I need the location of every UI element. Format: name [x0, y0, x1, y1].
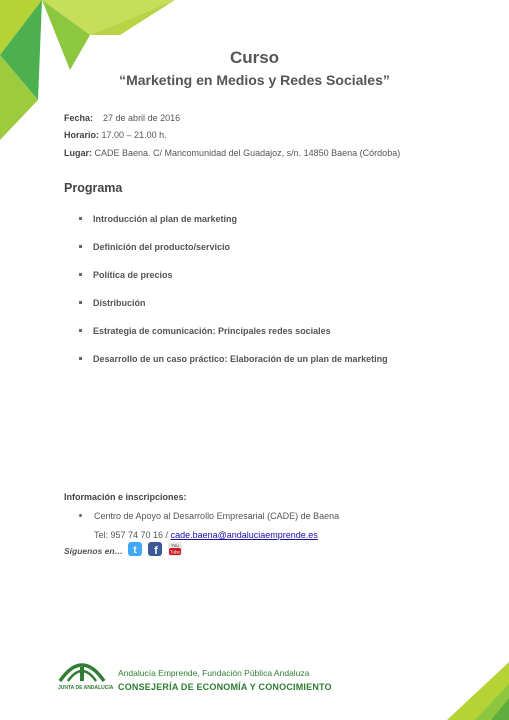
footer-foundation: Andalucía Emprende, Fundación Pública Andaluza: [118, 668, 310, 678]
course-title: “Marketing en Medios y Redes Sociales”: [119, 72, 390, 88]
follow-us-label: Síguenos en…: [64, 546, 124, 556]
program-item: Estrategia de comunicación: Principales redes sociales: [79, 326, 331, 336]
youtube-icon[interactable]: [168, 542, 182, 556]
date-label: Fecha:: [64, 113, 94, 123]
logo-caption: JUNTA DE ANDALUCIA: [58, 685, 114, 691]
decorative-triangles-bottom: [447, 662, 509, 720]
program-item: Introducción al plan de marketing: [79, 214, 237, 224]
svg-text:t: t: [133, 545, 137, 556]
time-label: Horario:: [64, 130, 100, 140]
facebook-icon[interactable]: [148, 542, 162, 556]
twitter-icon[interactable]: [128, 542, 142, 556]
bullet-icon: [79, 514, 82, 517]
bullet-icon: [79, 245, 82, 248]
course-label: Curso: [229, 48, 280, 67]
junta-andalucia-logo: [56, 655, 108, 685]
bullet-icon: [79, 329, 82, 332]
date-line: [64, 113, 180, 123]
footer-ministry: CONSEJERÍA DE ECONOMÍA Y CONOCIMIENTO: [118, 682, 332, 692]
date-value: 27 de abril de 2016: [103, 113, 181, 123]
program-item: Distribución: [79, 298, 146, 308]
svg-text:Tube: Tube: [169, 549, 181, 555]
contact-phone-email: [94, 530, 318, 540]
program-item: Desarrollo de un caso práctico: Elaboración de un plan de marketing: [79, 354, 388, 364]
phone-text: Tel: 957 74 70 16 /: [94, 530, 171, 540]
bullet-icon: [79, 273, 82, 276]
program-item: Definición del producto/servicio: [79, 242, 230, 252]
place-value: CADE Baena. C/ Mancomunidad del Guadajoz, s/n. 14850 Baena (Córdoba): [94, 148, 401, 158]
program-heading: Programa: [64, 181, 123, 195]
bullet-icon: [79, 217, 82, 220]
email-link[interactable]: cade.baena@andaluciaemprende.es: [170, 530, 318, 540]
place-label: Lugar:: [64, 148, 92, 158]
contact-heading: Información e inscripciones:: [64, 492, 187, 502]
program-item: Política de precios: [79, 270, 173, 280]
svg-text:f: f: [154, 545, 158, 556]
contact-center: Centro de Apoyo al Desarrollo Empresarial (CADE) de Baena: [79, 511, 339, 521]
bullet-icon: [79, 301, 82, 304]
time-line: [64, 130, 167, 140]
svg-text:You: You: [171, 543, 179, 548]
place-line: [64, 148, 400, 158]
time-value: 17.00 – 21.00 h.: [101, 130, 167, 140]
bullet-icon: [79, 357, 82, 360]
